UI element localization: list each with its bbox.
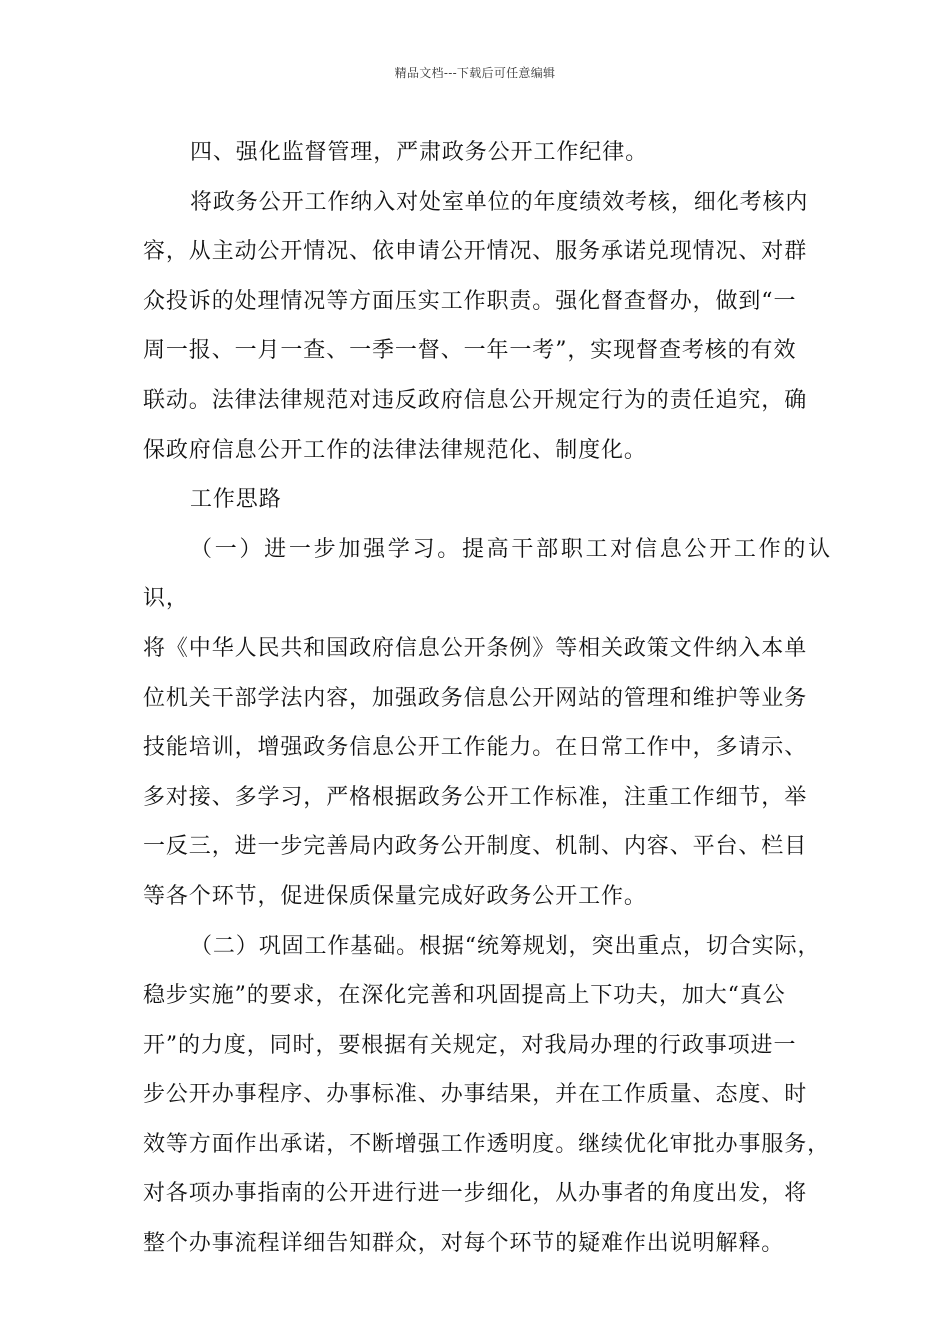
page-header: 精品文档---下载后可任意编辑	[394, 66, 556, 80]
paragraph-line: 开”的力度，同时，要根据有关规定，对我局办理的行政事项进一	[143, 1032, 797, 1058]
paragraph-line: 等各个环节，促进保质保量完成好政务公开工作。	[143, 883, 647, 909]
paragraph-line: 对各项办事指南的公开进行进一步细化，从办事者的角度出发，将	[143, 1181, 808, 1207]
paragraph-line: 联动。法律法律规范对违反政府信息公开规定行为的责任追究，确	[143, 387, 808, 413]
paragraph-line: （一）进一步加强学习。提高干部职工对信息公开工作的认识，	[143, 536, 831, 612]
paragraph-line: 步公开办事程序、办事标准、办事结果，并在工作质量、态度、时	[143, 1082, 808, 1108]
paragraph-line: 技能培训，增强政务信息公开工作能力。在日常工作中，多请示、	[143, 735, 808, 761]
paragraph-line: 保政府信息公开工作的法律法律规范化、制度化。	[143, 437, 647, 463]
document-body	[143, 128, 831, 1269]
paragraph-line: 效等方面作出承诺，不断增强工作透明度。继续优化审批办事服务，	[143, 1131, 831, 1157]
section-heading-4: 四、强化监督管理，严肃政务公开工作纪律。	[190, 140, 649, 165]
paragraph-line: 一反三，进一步完善局内政务公开制度、机制、内容、平台、栏目	[143, 834, 808, 860]
paragraph-foundation	[143, 922, 831, 1269]
paragraph-line: 位机关干部学法内容，加强政务信息公开网站的管理和维护等业务	[143, 685, 808, 711]
paragraph-study	[143, 525, 831, 922]
paragraph-line: 整个办事流程详细告知群众，对每个环节的疑难作出说明解释。	[143, 1231, 785, 1257]
paragraph-line: （二）巩固工作基础。根据“统筹规划，突出重点，切合实际，	[190, 933, 821, 959]
paragraph-line: 众投诉的处理情况等方面压实工作职责。强化督查督办，做到“一	[143, 288, 797, 314]
paragraph-line: 稳步实施”的要求，在深化完善和巩固提高上下功夫，加大“真公	[143, 983, 786, 1009]
paragraph-line: 多对接、多学习，严格根据政务公开工作标准，注重工作细节，举	[143, 784, 808, 810]
paragraph-line: 将《中华人民共和国政府信息公开条例》等相关政策文件纳入本单	[143, 635, 808, 661]
paragraph-line: 将政务公开工作纳入对处室单位的年度绩效考核，细化考核内	[190, 189, 809, 215]
section-title-work-ideas: 工作思路	[190, 487, 282, 513]
paragraph-discipline	[143, 178, 831, 476]
paragraph-line: 周一报、一月一查、一季一督、一年一考”，实现督查考核的有效	[143, 338, 797, 364]
paragraph-line: 容，从主动公开情况、依申请公开情况、服务承诺兑现情况、对群	[143, 239, 808, 265]
